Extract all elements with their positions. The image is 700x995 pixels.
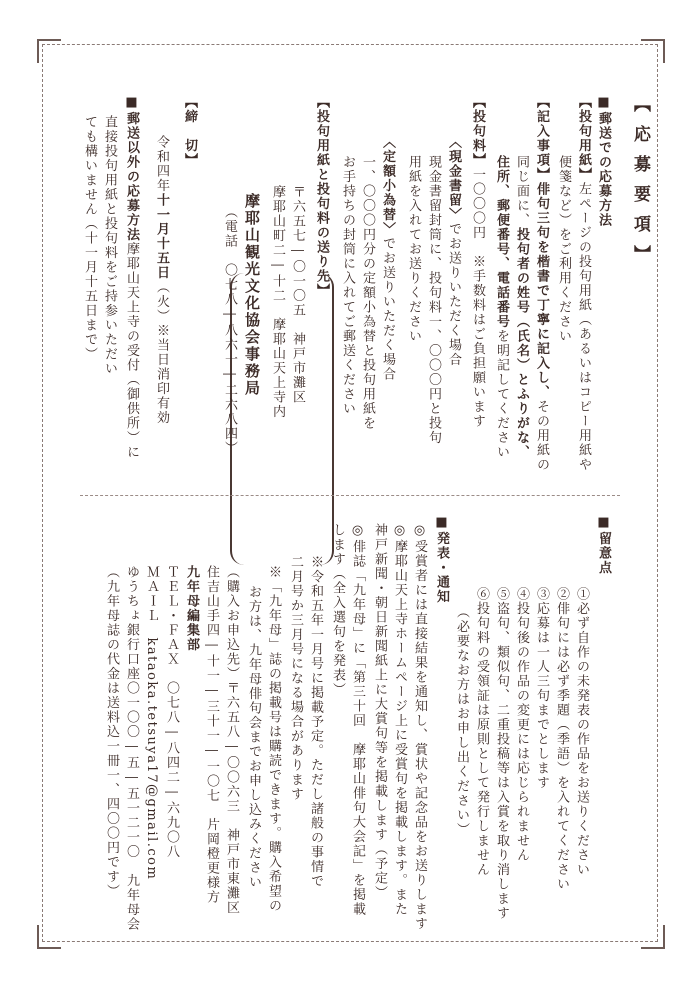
announce-item-1: ◎受賞者には直接結果を通知し、賞状や記念品をお送りします bbox=[412, 523, 427, 931]
entry-line-1 bbox=[532, 95, 550, 480]
deadline-text bbox=[152, 95, 170, 520]
form-text-1: 左ページの投句用紙（あるいはコピー用紙や bbox=[576, 182, 591, 472]
frame-corner bbox=[641, 925, 665, 949]
phone-number: （電話 〇七八―八六一―二六八四） bbox=[222, 205, 237, 456]
send-to-label: 【投句用紙と投句料の送り先】 bbox=[314, 95, 329, 298]
note-item: ②俳句には必ず季題（季語）を入れてください bbox=[554, 587, 569, 892]
entry-line-2 bbox=[512, 95, 530, 540]
note-item: ①必ず自作の未発表の作品をお送りください bbox=[574, 587, 589, 877]
other-method-line-1 bbox=[122, 95, 140, 480]
teigaku-label: 〈定額小為替〉 bbox=[380, 135, 395, 237]
form-line-2: 便箋など）をご利用ください bbox=[556, 155, 571, 344]
entry-text-1: その用紙の bbox=[534, 399, 549, 472]
note-item: ⑥投句料の受領証は原則として発行しません bbox=[474, 587, 489, 877]
mail-method-heading: ■郵送での応募方法 bbox=[596, 95, 611, 228]
form-label: 【投句用紙】 bbox=[576, 95, 591, 182]
frame-corner bbox=[37, 39, 61, 63]
announce-item-5a: ※「九年母」誌の掲載号は購読できます。購入希望の bbox=[266, 565, 281, 913]
note-item: ③応募は一人三句までとします bbox=[534, 587, 549, 790]
mail-method-section bbox=[60, 95, 640, 480]
notes-section bbox=[60, 515, 640, 932]
entry-label: 【記入事項】 bbox=[534, 95, 549, 182]
other-method-line-3: ても構いません（十一月十五日まで） bbox=[82, 115, 97, 362]
announce-item-5b: お方は、九年母俳句会までお申し込みください bbox=[246, 585, 261, 890]
fee-text: 一〇〇〇円 ※手数料はご負担願います bbox=[470, 167, 485, 429]
announce-item-2b: 神戸新聞・朝日新聞紙上に大賞句等を掲載します（予定） bbox=[372, 523, 387, 900]
entry-bold-1: 俳句三句を楷書で丁寧に記入し、 bbox=[534, 182, 549, 400]
teigaku-text-1: でお送りいただく場合 bbox=[380, 236, 395, 382]
postal-address: 〒六五七―〇一〇五 神戸市灘区 bbox=[290, 185, 305, 405]
section-divider bbox=[80, 495, 620, 496]
cash-line-2: 現金書留封筒に、投句料一、〇〇〇円と投句 bbox=[426, 155, 441, 445]
entry-bold-2: 投句者の姓号（氏名）とふりがな、 bbox=[514, 227, 529, 460]
cash-label: 〈現金書留〉 bbox=[446, 135, 461, 222]
form-line-1 bbox=[574, 95, 592, 480]
deadline-date: 十一月十五日 bbox=[154, 193, 169, 280]
notes-heading: ■留意点 bbox=[596, 515, 611, 575]
deadline-note: （火）※当日消印有効 bbox=[154, 280, 169, 425]
entry-line-3 bbox=[492, 95, 510, 540]
organization-name: 摩耶山観光文化協会事務局 bbox=[243, 193, 261, 397]
announce-item-4b: 二月号か三月号になる場合があります bbox=[288, 555, 303, 802]
purchase-address-1: （購入お申込先）〒六五八―〇〇六三 神戸市東灘区 bbox=[224, 565, 239, 915]
announce-item-4a: ※令和五年一月号に掲載予定。ただし諸般の事情で bbox=[308, 555, 323, 889]
note-item: ④投句後の作品の変更には応じられません bbox=[514, 587, 529, 863]
announce-item-3b: します（全入選句を発表） bbox=[330, 523, 345, 697]
entry-text-3: を明記してください bbox=[494, 329, 509, 460]
frame-corner bbox=[37, 925, 61, 949]
bank-account: ゆうちょ銀行口座〇一〇〇―五―五一二一〇 九年母会 bbox=[124, 565, 139, 932]
tel-fax: ＴＥＬ・ＦＡＸ 〇七八―八四二―六九〇八 bbox=[164, 565, 179, 859]
teigaku-line-3: お手持ちの封筒に入れてご郵送ください bbox=[340, 155, 355, 416]
teigaku-line-2: 一、〇〇〇円分の定額小為替と投句用紙を bbox=[360, 155, 375, 431]
entry-text-2: 同じ面に、 bbox=[514, 155, 529, 228]
frame-corner bbox=[641, 39, 665, 63]
other-method-line-2: 直接投句用紙と投句料をご持参いただい bbox=[102, 115, 117, 376]
announce-heading: ■発表・通知 bbox=[434, 515, 449, 604]
purchase-org: 九年母編集部 bbox=[184, 565, 199, 652]
note-extra: （必要なお方はお申し出ください） bbox=[454, 605, 469, 837]
page-title: 【応募要項】 bbox=[630, 95, 650, 275]
entry-bold-3: 住所、郵便番号、電話番号 bbox=[494, 155, 509, 329]
deadline-year: 令和四年 bbox=[154, 135, 169, 193]
magazine-price: （九年母誌の代金は送料込一冊一、四〇〇円です） bbox=[104, 565, 119, 899]
street-address: 摩耶山町二―十二 摩耶山天上寺内 bbox=[270, 185, 285, 419]
purchase-address-2: 住吉山手四―十一―三十一―一〇七 片岡橙更様方 bbox=[204, 565, 219, 905]
email-address: ＭＡＩＬ kataoka.tetsuya17@gmail.com bbox=[144, 565, 159, 881]
teigaku-line-1 bbox=[378, 95, 396, 520]
other-method-text-1: 摩耶山天上寺の受付（御供所）に bbox=[124, 242, 139, 460]
cash-line-1 bbox=[444, 95, 462, 520]
fee-label: 【投句料】 bbox=[470, 95, 485, 168]
note-item: ⑤盗句、類似句、二重投稿等は入賞を取り消します bbox=[494, 587, 509, 921]
announce-item-2a: ◎摩耶山天上寺ホームページ上に受賞句を掲載します。また bbox=[392, 523, 407, 917]
cash-line-3: 用紙を入れてお送りください bbox=[406, 155, 421, 344]
fee-line bbox=[468, 95, 486, 480]
other-method-heading: ■郵送以外の応募方法 bbox=[124, 95, 139, 242]
deadline-label: 【締 切】 bbox=[182, 95, 197, 168]
cash-text-1: でお送りいただく場合 bbox=[446, 222, 461, 367]
deadline-line bbox=[180, 95, 198, 480]
announce-item-3a: ◎俳誌「九年母」に「第三十回 摩耶山俳句大会記」を掲載 bbox=[350, 523, 365, 917]
